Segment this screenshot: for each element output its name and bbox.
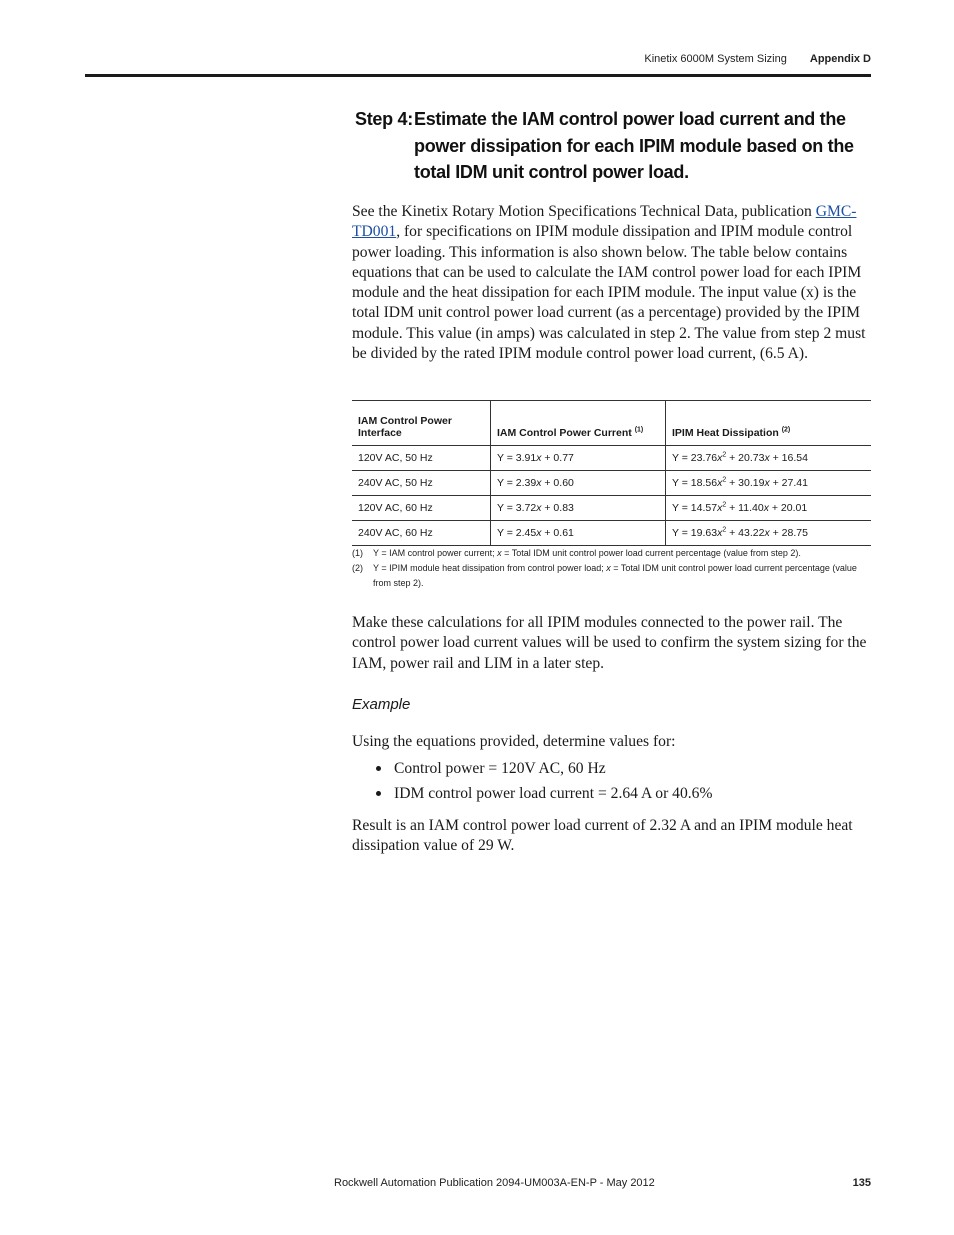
cell-current: Y = 3.91x + 0.77 bbox=[491, 446, 666, 471]
cell-heat: $Y = 18.56x^2 + 30.19x + 27.41$ bbox=[666, 471, 872, 496]
list-item: IDM control power load current = 2.64 A or 40.6% bbox=[376, 781, 872, 806]
footnote: (1) Y = IAM control power current; x = Total IDM unit control power load current percentage (value from step 2). bbox=[352, 548, 801, 558]
bullet-icon bbox=[376, 766, 381, 771]
table-row bbox=[352, 521, 871, 546]
publication-id: Rockwell Automation Publication 2094-UM003A-EN-P - May 2012 bbox=[334, 1177, 655, 1189]
section-title: Kinetix 6000M System Sizing bbox=[644, 53, 787, 65]
header-current: IAM Control Power Current $^{(1)}$ bbox=[491, 401, 666, 446]
publication-link[interactable]: GMC-TD001 bbox=[352, 203, 857, 241]
intro-text-start: See the Kinetix Rotary Motion Specifications Technical Data, publication bbox=[352, 203, 816, 220]
control-power-table bbox=[352, 400, 871, 546]
intro-text-end: , for specifications on IPIM module dissipation and IPIM module control power loading. This information is also shown below. The table below contains equations that can be used to calculate the IAM control power load for each IPIM module and the heat dissipation for each IPIM module. The input value (x) is the total IDM unit control power load current (as a percentage) provided by the IPIM module. This value (in amps) was calculated in step 2. The value from step 2 must be divided by the rated IPIM module control power load current, (6.5 A). bbox=[352, 223, 866, 363]
running-head bbox=[644, 53, 871, 65]
cell-heat: $Y = 14.57x^2 + 11.40x + 20.01$ bbox=[666, 496, 872, 521]
result-paragraph: Result is an IAM control power load current of 2.32 A and an IPIM module heat dissipation value of 29 W. bbox=[352, 817, 853, 855]
cell-interface: 120V AC, 50 Hz bbox=[352, 446, 491, 471]
table-header-row bbox=[352, 401, 871, 446]
footnote: (2) Y = IPIM module heat dissipation from control power load; x = Total IDM unit control power load current percentage (value from step 2). bbox=[352, 563, 857, 588]
cell-heat: $Y = 19.63x^2 + 43.22x + 28.75$ bbox=[666, 521, 872, 546]
header-heat: IPIM Heat Dissipation $^{(2)}$ bbox=[666, 401, 872, 446]
footnote-ref-1: (1) bbox=[634, 426, 644, 434]
step-heading bbox=[355, 106, 875, 186]
bullet-icon bbox=[376, 791, 381, 796]
calculation-paragraph: Make these calculations for all IPIM modules connected to the power rail. The control power load current values will be used to confirm the system sizing for the IAM, power rail and LIM in a later step. bbox=[352, 614, 867, 672]
footnote-ref-2: (2) bbox=[781, 426, 791, 434]
example-heading: Example bbox=[352, 696, 411, 713]
cell-interface: 120V AC, 60 Hz bbox=[352, 496, 491, 521]
example-intro: Using the equations provided, determine values for: bbox=[352, 733, 676, 750]
header-interface: IAM Control Power Interface bbox=[352, 401, 491, 446]
header-rule bbox=[85, 74, 871, 77]
table-row bbox=[352, 471, 871, 496]
table-row bbox=[352, 446, 871, 471]
table-footnotes bbox=[352, 546, 871, 591]
page-number: 135 bbox=[852, 1177, 871, 1189]
cell-interface: 240V AC, 50 Hz bbox=[352, 471, 491, 496]
cell-current: Y = 2.39x + 0.60 bbox=[491, 471, 666, 496]
step-label: Step 4: bbox=[355, 109, 413, 129]
cell-heat: $Y = 23.76x^2 + 20.73x + 16.54$ bbox=[666, 446, 872, 471]
example-values-list bbox=[376, 756, 872, 806]
step-text: Estimate the IAM control power load current and the power dissipation for each IPIM module based on the total IDM unit control power load. bbox=[414, 109, 854, 182]
appendix-label: Appendix D bbox=[809, 53, 871, 65]
cell-interface: 240V AC, 60 Hz bbox=[352, 521, 491, 546]
table-row bbox=[352, 496, 871, 521]
cell-current: Y = 2.45x + 0.61 bbox=[491, 521, 666, 546]
cell-current: Y = 3.72x + 0.83 bbox=[491, 496, 666, 521]
intro-paragraph bbox=[352, 202, 872, 364]
list-item: Control power = 120V AC, 60 Hz bbox=[376, 756, 872, 781]
